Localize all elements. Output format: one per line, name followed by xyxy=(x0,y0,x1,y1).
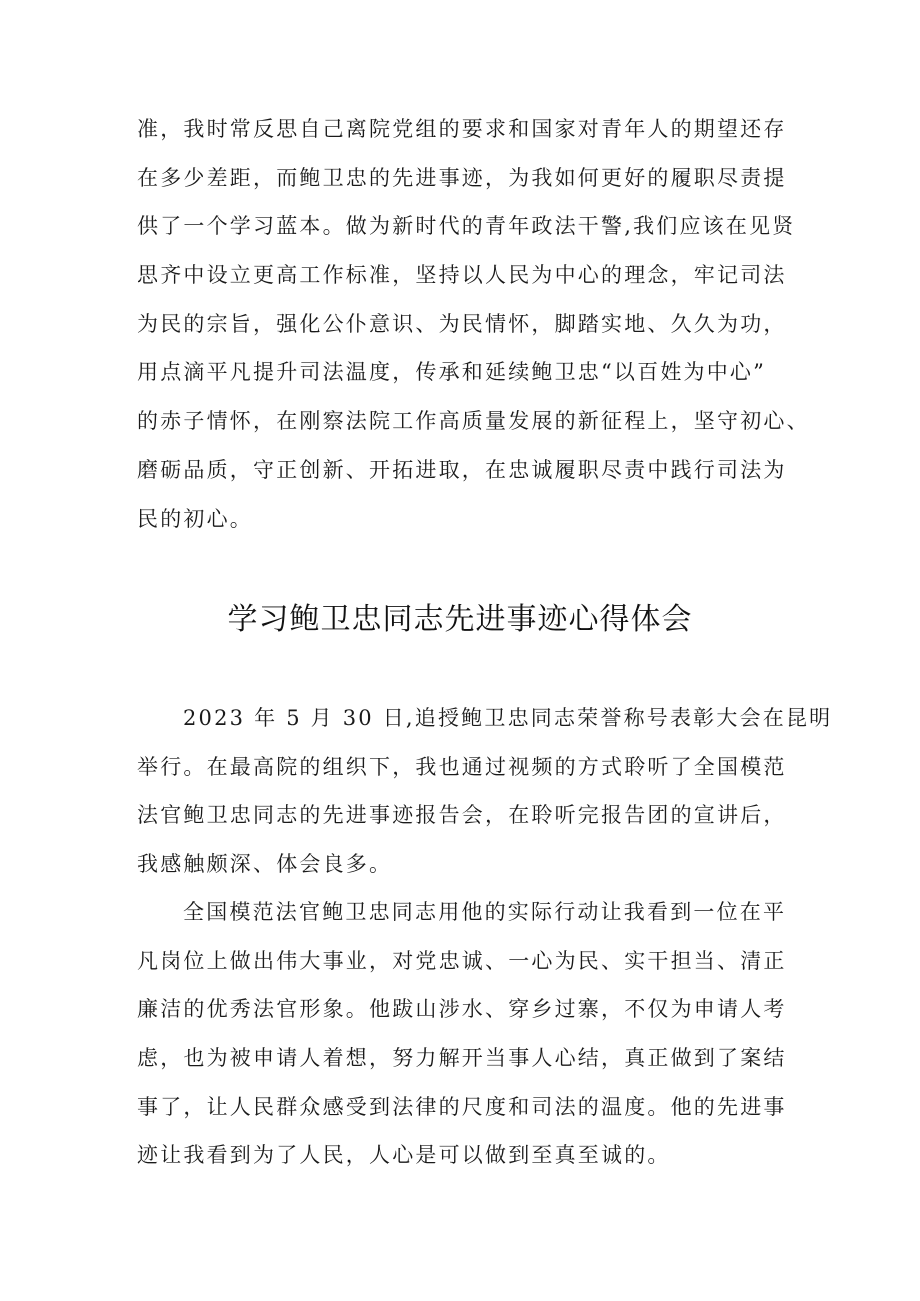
text-line: 供了一个学习蓝本。做为新时代的青年政法干警,我们应该在见贤 xyxy=(137,214,796,239)
text-line: 凡岗位上做出伟大事业，对党忠诚、一心为民、实干担当、清正 xyxy=(137,948,787,973)
text-line: 为民的宗旨，强化公仆意识、为民情怀，脚踏实地、久久为功， xyxy=(137,311,787,336)
text-line: 事了，让人民群众感受到法律的尺度和司法的温度。他的先进事 xyxy=(137,1094,787,1119)
text-line: 廉洁的优秀法官形象。他跋山涉水、穿乡过寨，不仅为申请人考 xyxy=(137,997,787,1022)
text-line: 迹让我看到为了人民，人心是可以做到至真至诚的。 xyxy=(137,1143,671,1168)
text-line: 磨砺品质，守正创新、开拓进取，在忠诚履职尽责中践行司法为 xyxy=(137,457,787,482)
continued-paragraph xyxy=(137,114,810,552)
paragraph-1 xyxy=(137,703,833,898)
text-line: 在多少差距，而鲍卫忠的先进事迹，为我如何更好的履职尽责提 xyxy=(137,165,787,190)
text-line: 法官鲍卫忠同志的先进事迹报告会，在聆听完报告团的宣讲后， xyxy=(137,803,787,828)
text-line: 举行。在最高院的组织下，我也通过视频的方式聆听了全国模范 xyxy=(137,754,787,779)
text-line: 我感触颇深、体会良多。 xyxy=(137,852,393,877)
text-line: 准，我时常反思自己离院党组的要求和国家对青年人的期望还存 xyxy=(137,117,787,141)
text-line: 的赤子情怀，在刚察法院工作高质量发展的新征程上，坚守初心、 xyxy=(137,409,810,434)
text-line: 民的初心。 xyxy=(137,506,253,531)
text-line: 思齐中设立更高工作标准，坚持以人民为中心的理念，牢记司法 xyxy=(137,263,787,288)
text-line: 虑，也为被申请人着想，努力解开当事人心结，真正做到了案结 xyxy=(137,1046,787,1071)
text-line: 全国模范法官鲍卫忠同志用他的实际行动让我看到一位在平 xyxy=(183,900,787,924)
text-line: 2023 年 5 月 30 日,追授鲍卫忠同志荣誉称号表彰大会在昆明 xyxy=(183,706,833,730)
text-line: 用点滴平凡提升司法温度，传承和延续鲍卫忠“以百姓为中心” xyxy=(137,360,767,385)
article-title: 学习鲍卫忠同志先进事迹心得体会 xyxy=(227,602,693,637)
paragraph-2 xyxy=(137,897,807,1189)
